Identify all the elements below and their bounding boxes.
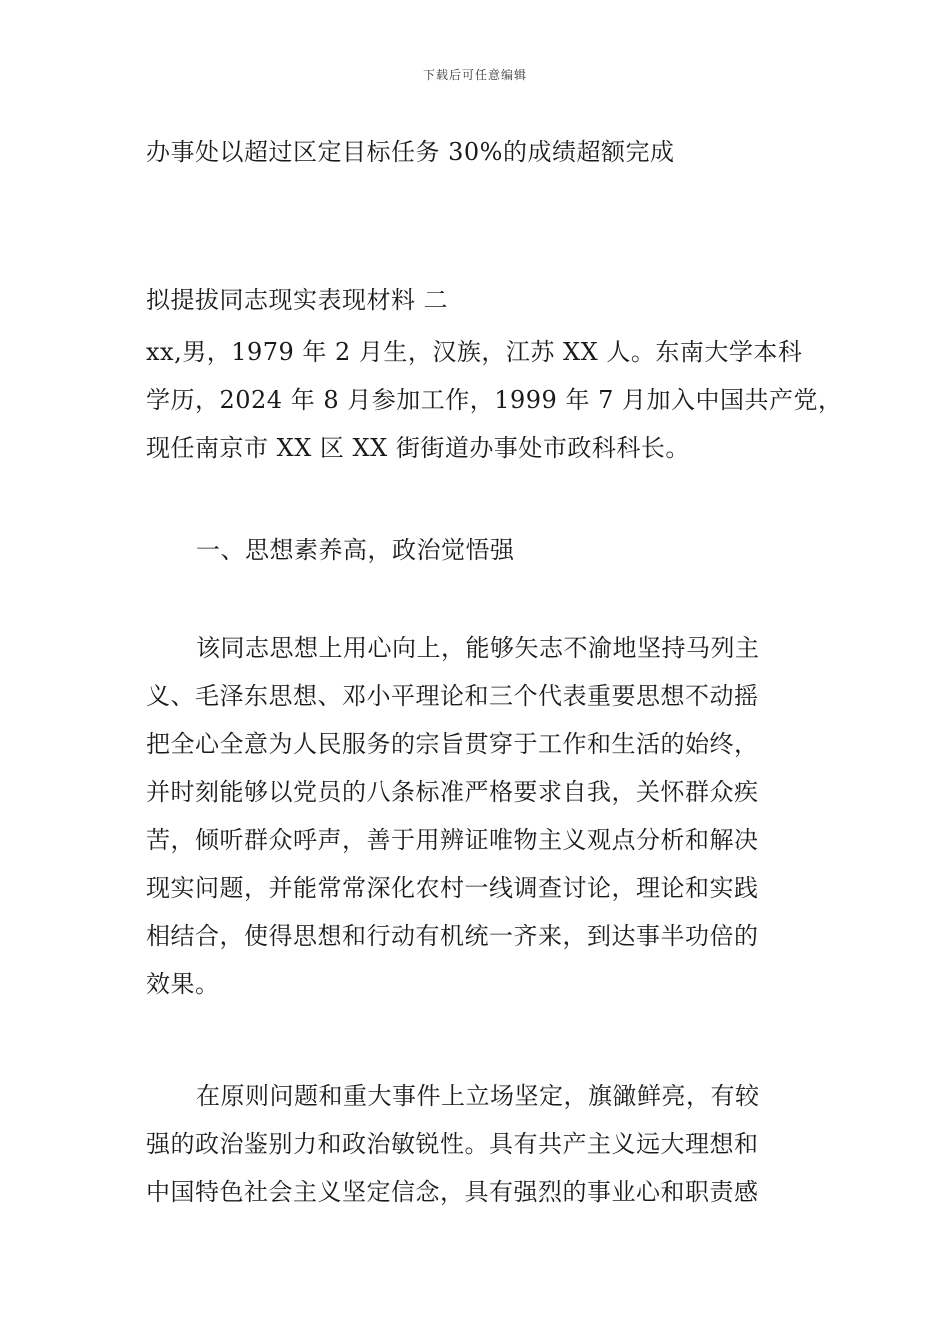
text-line: 强的政治鉴别力和政治敏锐性。具有共产主义远大理想和 xyxy=(146,1130,759,1158)
text-line: 该同志思想上用心向上，能够矢志不渝地坚持马列主 xyxy=(196,634,760,662)
section-heading xyxy=(146,526,826,574)
text-line: 现实问题，并能常常深化农村一线调查讨论，理论和实践 xyxy=(146,874,759,902)
text-line: 并时刻能够以党员的八条标准严格要求自我，关怀群众疾 xyxy=(146,778,759,806)
text-line: 把全心全意为人民服务的宗旨贯穿于工作和生活的始终， xyxy=(146,730,759,758)
carry-over-line xyxy=(146,128,826,176)
text-line: 相结合，使得思想和行动有机统一齐来，到达事半功倍的 xyxy=(146,922,759,950)
page-header-note: 下载后可任意编辑 xyxy=(422,68,527,82)
text-line: 效果。 xyxy=(146,970,220,998)
text-line: 办事处以超过区定目标任务 30%的成绩超额完成 xyxy=(146,138,675,166)
text-line: 苦，倾听群众呼声，善于用辨证唯物主义观点分析和解决 xyxy=(146,826,759,854)
text-line: 中国特色社会主义坚定信念，具有强烈的事业心和职责感 xyxy=(146,1178,759,1206)
text-line: 学历，2024 年 8 月参加工作，1999 年 7 月加入中国共产党， xyxy=(146,386,843,414)
text-line: 义、毛泽东思想、邓小平理论和三个代表重要思想不动摇 xyxy=(146,682,759,710)
heading-line: 一、思想素养高，政治觉悟强 xyxy=(196,536,515,564)
intro-paragraph xyxy=(146,328,843,472)
body-paragraph-2 xyxy=(146,1072,826,1216)
title-line: 拟提拔同志现实表现材料 二 xyxy=(146,286,449,314)
material-title xyxy=(146,276,826,324)
text-line: 在原则问题和重大事件上立场坚定，旗豃鲜亮，有较 xyxy=(196,1082,760,1110)
body-paragraph-1 xyxy=(146,624,826,1008)
text-line: 现任南京市 XX 区 XX 街街道办事处市政科科长。 xyxy=(146,434,690,462)
text-line: xx,男，1979 年 2 月生，汉族，江苏 XX 人。东南大学本科 xyxy=(146,338,803,366)
